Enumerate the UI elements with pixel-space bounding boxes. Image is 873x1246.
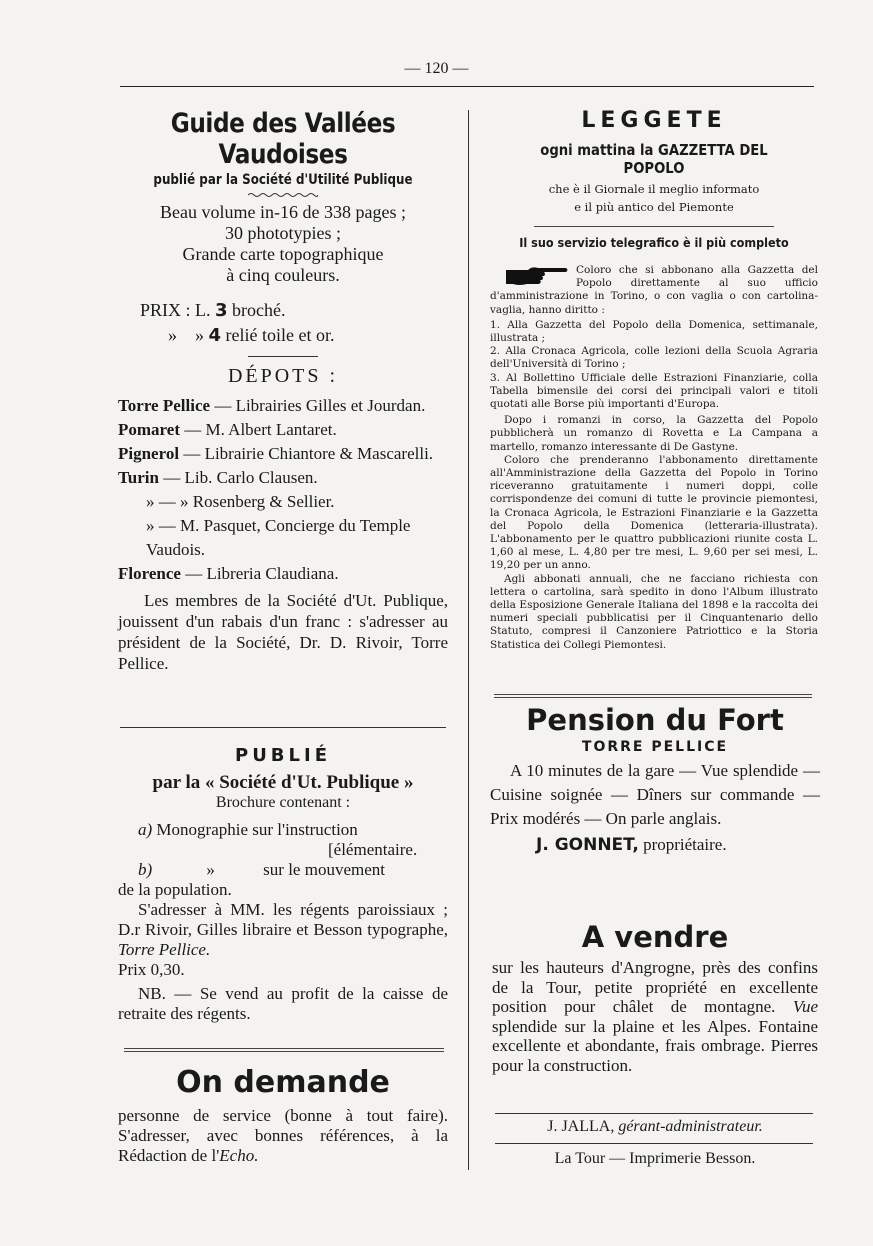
ditto-mark: » xyxy=(195,325,204,345)
gerant-role: gérant-administrateur. xyxy=(618,1118,763,1135)
list-text: [élémentaire. xyxy=(328,840,418,859)
depot-text: — M. Pasquet, Concierge du Temple Vaudois. xyxy=(146,516,411,559)
ditto-mark: » xyxy=(168,325,177,345)
leggete-line2: che è il Giornale il meglio informato xyxy=(548,182,760,196)
list-text: Monographie sur l'instruction xyxy=(156,820,358,839)
price-desc: relié toile et or. xyxy=(225,325,335,345)
depot-text: — Librairies Gilles et Jourdan. xyxy=(214,396,426,415)
guide-prices xyxy=(118,298,448,348)
guide-line: à cinq couleurs. xyxy=(226,265,340,285)
leggete-line3: e il più antico del Piemonte xyxy=(574,200,734,214)
demande-title: On demande xyxy=(176,1065,390,1100)
leggete-line1: ogni mattina la GAZZETTA DEL POPOLO xyxy=(540,141,768,177)
leggete-p2: Dopo i romanzi in corso, la Gazzetta del Popolo pubblicherà un romanzo di Rovetta e La Campana a martello, romanzo interessante di De Gastyne. xyxy=(490,414,818,453)
wavy-ornament xyxy=(248,192,318,198)
section-rule xyxy=(495,1113,813,1114)
list-text: sur le mouvement xyxy=(263,860,385,879)
publie-advert xyxy=(118,745,448,1024)
leggete-item: 1. Alla Gazzetta del Popolo della Domenica, settimanale, illustrata ; xyxy=(490,318,818,345)
depot-place: Turin xyxy=(118,468,159,487)
column-divider xyxy=(468,110,469,1170)
depot-place: Florence xyxy=(118,564,181,583)
price-label: PRIX : xyxy=(140,300,191,320)
price-desc: broché. xyxy=(232,300,286,320)
leggete-service: Il suo servizio telegrafico è il più completo xyxy=(519,235,789,250)
vendre-text: sur les hauteurs d'Angrogne, près des confins de la Tour, petite propriété en excellente position pour châlet de montagne. xyxy=(492,958,818,1016)
list-text: de la population. xyxy=(118,880,232,899)
depot-place: Pomaret xyxy=(118,420,180,439)
publie-heading: PUBLIÉ xyxy=(235,745,331,766)
leggete-p4: Agli abbonati annuali, che ne facciano richiesta con lettera o cartolina, sarà spedito in dono l'Album illustrato della Esposizione Generale Italiana del 1898 e la raccolta dei numeri speciali pubblicatisi per il Cinquantenario dello Statuto, compresi il Canzoniere Patriottico e la Storia Statistica dei Collegi Piemontesi. xyxy=(490,572,818,651)
vendre-title: A vendre xyxy=(581,920,729,954)
ditto-mark: » xyxy=(206,860,215,879)
depot-place: » xyxy=(146,492,155,511)
section-rule xyxy=(495,1143,813,1144)
depot-text: — Libreria Claudiana. xyxy=(185,564,339,583)
guide-line: Beau volume in-16 de 338 pages ; xyxy=(160,202,406,222)
pension-owner-role: propriétaire. xyxy=(643,835,727,854)
gerant-name: J. JALLA, xyxy=(547,1118,615,1135)
gerant-line xyxy=(490,1118,820,1136)
vendre-advert xyxy=(492,920,818,1075)
double-rule xyxy=(124,1048,444,1052)
price-currency: L. xyxy=(195,300,211,320)
short-rule xyxy=(534,226,774,227)
vendre-text2: splendide sur la plaine et les Alpes. Fontaine excellente et abondante, frais ombrage. Pierres pour la construction. xyxy=(492,1016,818,1075)
guide-title: Guide des Vallées Vaudoises xyxy=(170,108,396,170)
guide-line: 30 phototypies ; xyxy=(225,223,341,243)
contact-place: Torre Pellice. xyxy=(118,940,211,959)
demande-em: Echo. xyxy=(219,1146,259,1165)
page-number: — 120 — xyxy=(404,60,469,77)
depot-place: Torre Pellice xyxy=(118,396,211,415)
demande-text: personne de service (bonne à tout faire). S'adresser, avec bonnes références, à la Rédaction de l' xyxy=(118,1106,448,1165)
pointing-hand-icon xyxy=(504,264,570,290)
price-value: 3 xyxy=(215,300,228,321)
depot-text: — » Rosenberg & Sellier. xyxy=(158,492,335,511)
leggete-item: 3. Al Bollettino Ufficiale delle Estrazioni Finanziarie, colla Tabella bimensile dei corsi dei principali valori e titoli quotati alle Borse più importanti d'Europa. xyxy=(490,371,818,411)
price-value: 4 xyxy=(208,325,222,346)
depots-note: Les membres de la Société d'Ut. Publique, jouissent d'un rabais d'un franc : s'adresser au président de la Société, Dr. D. Rivoir, Torre Pellice. xyxy=(118,591,448,673)
pension-place: TORRE PELLICE xyxy=(581,739,729,755)
depot-place: » xyxy=(146,516,155,535)
publie-by: par la « Société d'Ut. Publique » xyxy=(152,772,414,793)
depot-text: — M. Albert Lantaret. xyxy=(184,420,337,439)
leggete-advert xyxy=(490,108,818,652)
list-label: b) xyxy=(138,860,153,879)
price-text: Prix 0,30. xyxy=(118,960,185,979)
printer-line: La Tour — Imprimerie Besson. xyxy=(554,1150,756,1167)
demande-advert xyxy=(118,1065,448,1166)
leggete-item: 2. Alla Cronaca Agricola, colle lezioni della Scuola Agraria dell'Università di Torino ; xyxy=(490,345,818,371)
depots-list xyxy=(118,394,448,586)
leggete-title: LEGGETE xyxy=(581,108,727,133)
nb-text: NB. — Se vend au profit de la caisse de retraite des régents. xyxy=(118,984,448,1023)
pension-advert xyxy=(490,703,820,855)
guide-subtitle: publié par la Société d'Utilité Publique xyxy=(153,172,413,188)
vendre-vue: Vue xyxy=(792,997,818,1016)
depot-place: Pignerol xyxy=(118,444,180,463)
list-label: a) xyxy=(138,820,153,839)
pension-title: Pension du Fort xyxy=(526,703,784,737)
depot-text: — Librairie Chiantore & Mascarelli. xyxy=(183,444,434,463)
leggete-p3: Coloro che prenderanno l'abbonamento direttamente all'Amministrazione della Gazzetta del Popolo in Torino riceveranno gratuitamente i numeri doppi, colle corrispondenze dei comuni di tutte le provincie piemontesi, la Cronaca Agricola, le Estrazioni Finanziarie e la Gazzetta del Popolo della Domenica (letteraria-illustrata). L'abbonamento per le quattro pubblicazioni riunite costa L. 1,60 al mese, L. 4,80 per tre mesi, L. 9,60 per sei mesi, L. 19,20 per un anno. xyxy=(490,453,818,572)
depot-text: — Lib. Carlo Clausen. xyxy=(163,468,318,487)
pension-text: A 10 minutes de la gare — Vue splendide — Cuisine soignée — Dîners sur commande — Prix modérés — On parle anglais. xyxy=(490,761,820,828)
contact-text: S'adresser à MM. les régents paroissiaux ; D.r Rivoir, Gilles libraire et Besson typographe, xyxy=(118,900,448,939)
guide-advert xyxy=(118,108,448,674)
section-rule xyxy=(120,727,446,728)
double-rule xyxy=(494,694,812,698)
depots-heading: DÉPOTS : xyxy=(227,365,339,387)
top-rule xyxy=(120,86,814,87)
pension-owner: J. GONNET, xyxy=(536,835,639,855)
leggete-p1: Coloro che si abbonano alla Gazzetta del Popolo direttamente al suo ufficio d'amministrazione in Torino, o con vaglia o con cartolina-vaglia, hanno diritto : xyxy=(490,264,818,316)
guide-line: Grande carte topographique xyxy=(182,244,384,264)
short-rule xyxy=(248,356,318,357)
publie-sub: Brochure contenant : xyxy=(215,794,351,811)
